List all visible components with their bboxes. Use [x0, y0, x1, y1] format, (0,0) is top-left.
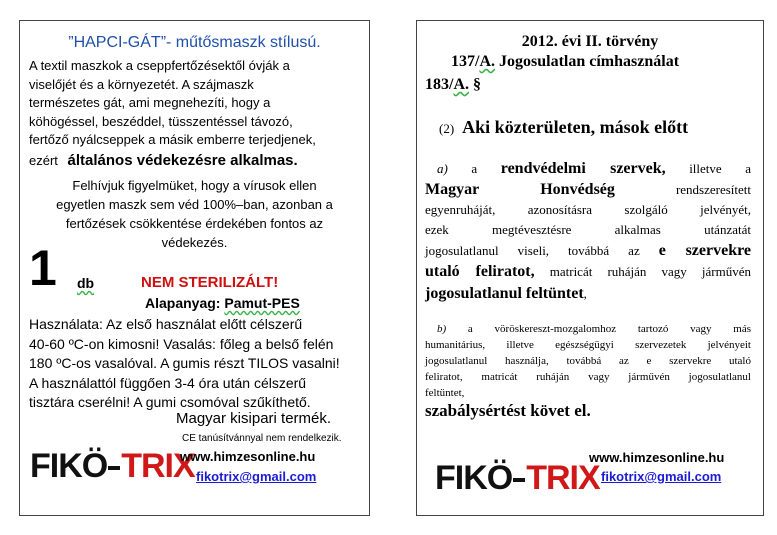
- law-paragraph-sign: §: [469, 76, 482, 93]
- notice-block: [20, 176, 369, 252]
- point-a-block: [425, 158, 751, 306]
- law-section-title: Jogosulatlan címhasználat: [495, 53, 680, 70]
- law-paragraph-letter: A.: [453, 76, 470, 93]
- point-a-label: a): [437, 161, 448, 176]
- point-a-line: [425, 261, 751, 282]
- law-paragraph-number: 183/: [425, 76, 454, 93]
- conclusion-text: szabálysértést követ el.: [425, 401, 591, 420]
- law-title: 2012. évi II. törvény: [521, 33, 659, 50]
- police-bodies-term: rendvédelmi szervek,: [500, 160, 666, 177]
- description-line: köhögéssel, beszéddel, tüsszentéssel távozó,: [29, 113, 293, 129]
- unauthorized-term: jogosulatlanul feltüntet: [425, 285, 584, 302]
- notice-line: Felhívjuk figyelmüket, hogy a vírusok ellen: [72, 178, 317, 193]
- description-line: A textil maszkok a cseppfertőzésektől óvják a: [29, 58, 290, 73]
- point-b-label: b): [437, 323, 447, 335]
- suitability-highlight: általános védekezésre alkalmas.: [67, 151, 298, 169]
- inscription-term: utaló feliratot,: [425, 263, 535, 280]
- law-paragraph-line: [425, 76, 481, 94]
- description-line: viselőjét és a környezetét. A szájmaszk: [29, 76, 254, 92]
- usage-block: [29, 315, 340, 413]
- logo-dash: [513, 478, 525, 482]
- subsection-text: Aki közterületen, mások előtt: [462, 117, 689, 137]
- description-line: természetes gát, ami megnehezíti, hogy a: [29, 95, 271, 110]
- point-b-line: jogosulatlanul használja, továbbá az e szervekre utaló: [425, 355, 751, 367]
- usage-line: 40-60 ºC-on kimosni! Vasalás: főleg a belső felén: [29, 335, 334, 352]
- quantity-unit: db: [77, 275, 95, 291]
- bodies-reference: e szervekre: [658, 242, 752, 259]
- point-a-line: [425, 282, 751, 306]
- right-law-panel: [416, 20, 764, 516]
- material-value: Pamut-PES: [224, 295, 300, 311]
- fikotrix-logo: [435, 461, 600, 495]
- notice-line: fertőzések csökkentése érdekében fontos az: [65, 216, 324, 231]
- point-b-block: [425, 321, 751, 401]
- point-b-text: a vöröskereszt-mozgalomhoz tartozó vagy más: [467, 323, 752, 335]
- point-a-word: a: [471, 161, 478, 176]
- logo-part-fiko: FIKÖ: [30, 447, 108, 485]
- law-section-line: [451, 53, 679, 71]
- origin-text: Magyar kisipari termék.: [176, 410, 332, 427]
- usage-line: A használattól függően 3-4 óra után célszerű: [29, 374, 307, 391]
- website-text: www.himzesonline.hu: [589, 450, 725, 465]
- website-text: www.himzesonline.hu: [180, 449, 316, 464]
- point-a-line: [425, 158, 751, 179]
- product-title: ”HAPCI-GÁT”- műtősmaszk stílusú.: [68, 34, 321, 51]
- point-a-text: jogosulatlanul viseli, továbbá az: [425, 243, 640, 258]
- description-block: [29, 57, 316, 172]
- law-section-letter: A.: [479, 53, 496, 70]
- subsection-number: (2): [439, 121, 455, 136]
- material-label: Alapanyag:: [145, 295, 221, 311]
- not-sterile-warning: NEM STERILIZÁLT!: [141, 274, 279, 291]
- point-b-line: feltüntet,: [425, 387, 465, 399]
- armed-forces-name: Honvédség: [540, 181, 615, 198]
- description-line: fertőző nyálcseppek a másik emberre terjedjenek,: [29, 132, 316, 147]
- notice-line: egyetlen maszk sem véd 100%–ban, azonban a: [56, 197, 333, 212]
- point-a-text: rendszeresített: [675, 182, 752, 197]
- point-a-comma: ,: [583, 286, 587, 301]
- email-link[interactable]: fikotrix@gmail.com: [601, 469, 722, 484]
- logo-dash: [108, 466, 120, 470]
- point-a-line: egyenruháját, azonosításra szolgáló jelvényét,: [425, 202, 751, 217]
- logo-part-trix: TRIX: [526, 459, 600, 497]
- fikotrix-logo: [30, 449, 195, 483]
- point-b-line: humanitárius, illetve egészségügyi szervezetek jelvényeit: [425, 339, 751, 351]
- quantity-number: 1: [29, 240, 57, 296]
- law-section-number: 137/: [451, 53, 480, 70]
- point-b-line: feliratot, matricát ruháján vagy járművén jogosulatlanul: [425, 371, 751, 383]
- description-word: ezért: [29, 152, 58, 168]
- point-a-text: matricát ruháján vagy járművén: [549, 264, 752, 279]
- notice-line: védekezés.: [161, 235, 228, 250]
- material-line: [145, 295, 300, 311]
- point-a-line: ezek megtévesztésre alkalmas utánzatát: [425, 222, 751, 237]
- description-line: [29, 150, 316, 172]
- armed-forces-word: Magyar: [425, 181, 480, 198]
- usage-line: tisztára cserélni! A gumi csomóval szűkíthető.: [29, 394, 311, 410]
- subsection-2-heading: [439, 117, 688, 138]
- logo-part-trix: TRIX: [121, 447, 195, 485]
- ce-note: CE tanúsítvánnyal nem rendelkezik.: [182, 433, 342, 444]
- left-label-panel: [19, 20, 370, 516]
- point-a-line: [425, 179, 751, 200]
- point-a-text: illetve a: [689, 161, 752, 176]
- email-link[interactable]: fikotrix@gmail.com: [196, 469, 317, 484]
- usage-line: 180 ºC-os vasalóval. A gumis részt TILOS vasalni!: [29, 355, 340, 371]
- usage-line: Használata: Az első használat előtt célszerű: [29, 316, 303, 332]
- point-b-line: [425, 321, 751, 337]
- point-a-line: [425, 240, 751, 261]
- logo-part-fiko: FIKÖ: [435, 459, 513, 497]
